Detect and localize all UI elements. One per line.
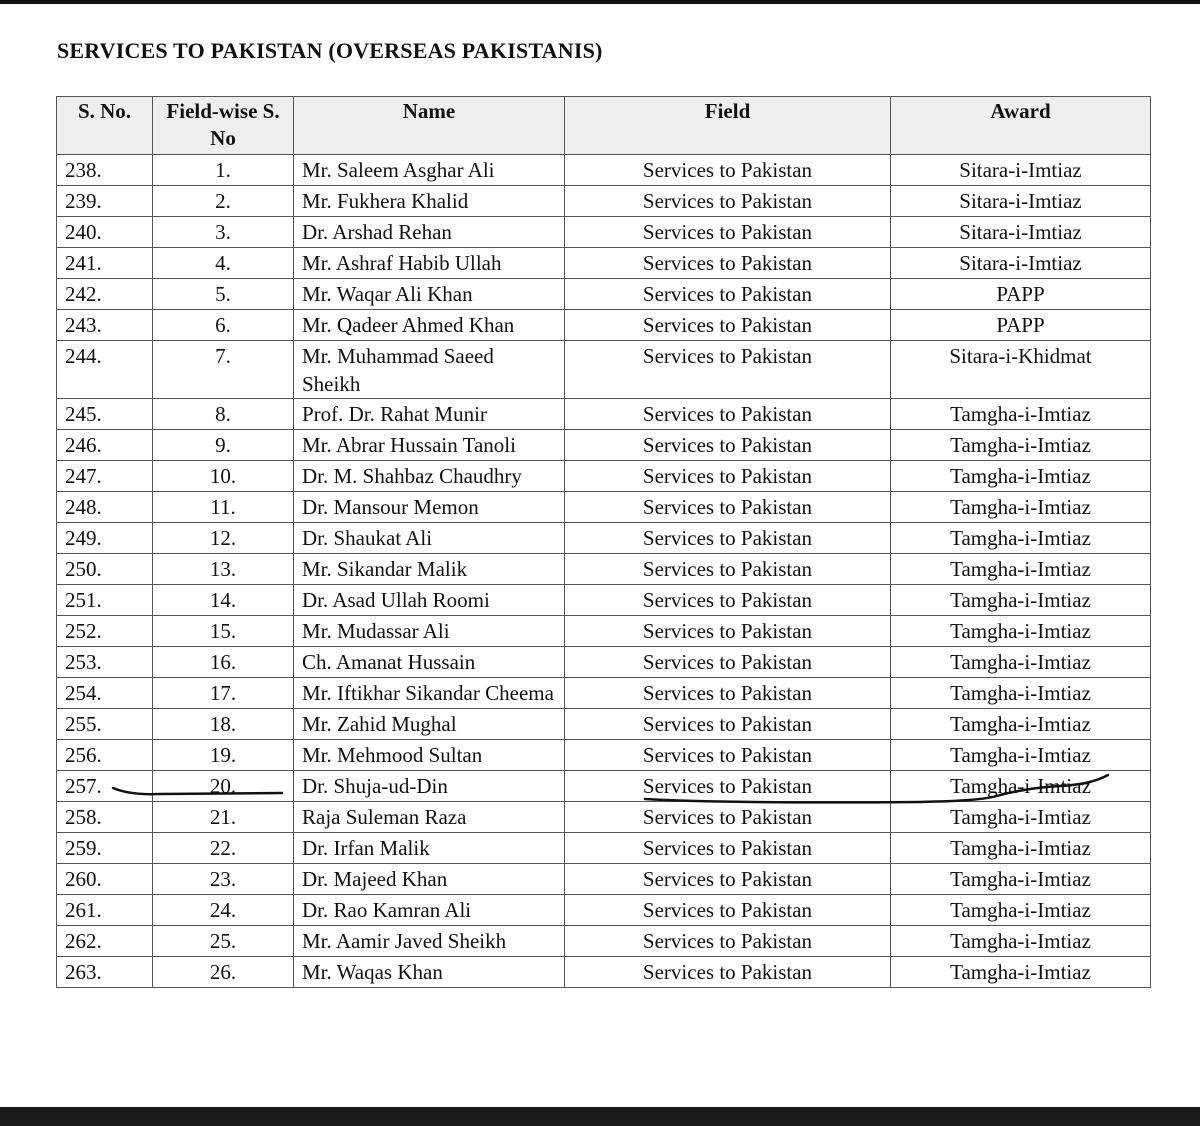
cell-fieldwise-sno: 2. — [153, 186, 294, 217]
cell-name: Mr. Mehmood Sultan — [294, 740, 565, 771]
cell-award: Tamgha-i-Imtiaz — [891, 430, 1151, 461]
table-row — [57, 771, 1151, 802]
cell-sno: 244. — [57, 341, 153, 399]
cell-field: Services to Pakistan — [565, 926, 891, 957]
table-row — [57, 310, 1151, 341]
cell-award: Tamgha-i-Imtiaz — [891, 709, 1151, 740]
cell-name: Mr. Aamir Javed Sheikh — [294, 926, 565, 957]
cell-name: Raja Suleman Raza — [294, 802, 565, 833]
cell-fieldwise-sno: 18. — [153, 709, 294, 740]
cell-field: Services to Pakistan — [565, 647, 891, 678]
cell-name: Prof. Dr. Rahat Munir — [294, 399, 565, 430]
cell-sno: 262. — [57, 926, 153, 957]
cell-name: Dr. Shaukat Ali — [294, 523, 565, 554]
cell-field: Services to Pakistan — [565, 585, 891, 616]
table-row — [57, 217, 1151, 248]
cell-fieldwise-sno: 21. — [153, 802, 294, 833]
cell-field: Services to Pakistan — [565, 740, 891, 771]
cell-name: Dr. Arshad Rehan — [294, 217, 565, 248]
cell-sno: 250. — [57, 554, 153, 585]
table-row — [57, 279, 1151, 310]
cell-field: Services to Pakistan — [565, 833, 891, 864]
cell-field: Services to Pakistan — [565, 802, 891, 833]
cell-award: Tamgha-i-Imtiaz — [891, 461, 1151, 492]
cell-field: Services to Pakistan — [565, 341, 891, 399]
cell-name: Mr. Qadeer Ahmed Khan — [294, 310, 565, 341]
cell-fieldwise-sno: 7. — [153, 341, 294, 399]
cell-fieldwise-sno: 19. — [153, 740, 294, 771]
header-name: Name — [294, 97, 565, 155]
cell-fieldwise-sno: 24. — [153, 895, 294, 926]
cell-field: Services to Pakistan — [565, 430, 891, 461]
cell-sno: 261. — [57, 895, 153, 926]
cell-sno: 248. — [57, 492, 153, 523]
cell-award: Tamgha-i-Imtiaz — [891, 647, 1151, 678]
cell-field: Services to Pakistan — [565, 895, 891, 926]
cell-fieldwise-sno: 16. — [153, 647, 294, 678]
cell-fieldwise-sno: 17. — [153, 678, 294, 709]
cell-fieldwise-sno: 26. — [153, 957, 294, 988]
cell-field: Services to Pakistan — [565, 399, 891, 430]
cell-sno: 241. — [57, 248, 153, 279]
cell-field: Services to Pakistan — [565, 616, 891, 647]
cell-award: Tamgha-i-Imtiaz — [891, 523, 1151, 554]
cell-sno: 238. — [57, 155, 153, 186]
cell-sno: 240. — [57, 217, 153, 248]
table-row — [57, 186, 1151, 217]
cell-field: Services to Pakistan — [565, 155, 891, 186]
bottom-edge — [0, 1107, 1200, 1126]
cell-sno: 254. — [57, 678, 153, 709]
cell-name: Mr. Ashraf Habib Ullah — [294, 248, 565, 279]
cell-sno: 246. — [57, 430, 153, 461]
header-field: Field — [565, 97, 891, 155]
table-row — [57, 492, 1151, 523]
cell-fieldwise-sno: 14. — [153, 585, 294, 616]
cell-field: Services to Pakistan — [565, 248, 891, 279]
table-row — [57, 678, 1151, 709]
cell-award: Sitara-i-Khidmat — [891, 341, 1151, 399]
table-row — [57, 399, 1151, 430]
cell-name: Dr. Rao Kamran Ali — [294, 895, 565, 926]
cell-name: Dr. M. Shahbaz Chaudhry — [294, 461, 565, 492]
cell-name: Mr. Waqar Ali Khan — [294, 279, 565, 310]
cell-sno: 239. — [57, 186, 153, 217]
cell-sno: 245. — [57, 399, 153, 430]
table-row — [57, 740, 1151, 771]
cell-field: Services to Pakistan — [565, 957, 891, 988]
cell-name: Dr. Asad Ullah Roomi — [294, 585, 565, 616]
cell-award: Sitara-i-Imtiaz — [891, 155, 1151, 186]
table-row — [57, 585, 1151, 616]
cell-name: Mr. Zahid Mughal — [294, 709, 565, 740]
cell-fieldwise-sno: 20. — [153, 771, 294, 802]
cell-fieldwise-sno: 13. — [153, 554, 294, 585]
cell-field: Services to Pakistan — [565, 492, 891, 523]
cell-sno: 243. — [57, 310, 153, 341]
cell-sno: 253. — [57, 647, 153, 678]
cell-name: Dr. Mansour Memon — [294, 492, 565, 523]
table-row — [57, 616, 1151, 647]
cell-award: Tamgha-i-Imtiaz — [891, 771, 1151, 802]
cell-field: Services to Pakistan — [565, 864, 891, 895]
table-row — [57, 554, 1151, 585]
table-header-row — [57, 97, 1151, 155]
cell-sno: 252. — [57, 616, 153, 647]
table-row — [57, 523, 1151, 554]
cell-fieldwise-sno: 23. — [153, 864, 294, 895]
cell-award: Tamgha-i-Imtiaz — [891, 554, 1151, 585]
cell-award: Tamgha-i-Imtiaz — [891, 678, 1151, 709]
cell-field: Services to Pakistan — [565, 771, 891, 802]
cell-award: Tamgha-i-Imtiaz — [891, 585, 1151, 616]
cell-name: Mr. Waqas Khan — [294, 957, 565, 988]
cell-sno: 249. — [57, 523, 153, 554]
cell-field: Services to Pakistan — [565, 554, 891, 585]
table-row — [57, 155, 1151, 186]
header-sno: S. No. — [57, 97, 153, 155]
cell-sno: 263. — [57, 957, 153, 988]
cell-name: Mr. Sikandar Malik — [294, 554, 565, 585]
cell-award: Sitara-i-Imtiaz — [891, 186, 1151, 217]
cell-sno: 260. — [57, 864, 153, 895]
cell-fieldwise-sno: 11. — [153, 492, 294, 523]
cell-fieldwise-sno: 1. — [153, 155, 294, 186]
cell-award: Sitara-i-Imtiaz — [891, 217, 1151, 248]
cell-award: Sitara-i-Imtiaz — [891, 248, 1151, 279]
cell-award: PAPP — [891, 279, 1151, 310]
table-row — [57, 341, 1151, 399]
cell-award: Tamgha-i-Imtiaz — [891, 492, 1151, 523]
cell-name: Mr. Abrar Hussain Tanoli — [294, 430, 565, 461]
cell-award: Tamgha-i-Imtiaz — [891, 740, 1151, 771]
cell-award: Tamgha-i-Imtiaz — [891, 833, 1151, 864]
table-row — [57, 957, 1151, 988]
cell-name: Mr. Muhammad Saeed Sheikh — [294, 341, 565, 399]
cell-fieldwise-sno: 10. — [153, 461, 294, 492]
table-row — [57, 430, 1151, 461]
cell-field: Services to Pakistan — [565, 678, 891, 709]
cell-fieldwise-sno: 4. — [153, 248, 294, 279]
cell-sno: 259. — [57, 833, 153, 864]
cell-fieldwise-sno: 15. — [153, 616, 294, 647]
table-row — [57, 864, 1151, 895]
table-row — [57, 802, 1151, 833]
cell-award: Tamgha-i-Imtiaz — [891, 864, 1151, 895]
cell-award: Tamgha-i-Imtiaz — [891, 802, 1151, 833]
cell-name: Dr. Majeed Khan — [294, 864, 565, 895]
table-row — [57, 461, 1151, 492]
cell-field: Services to Pakistan — [565, 186, 891, 217]
table-body — [57, 155, 1151, 988]
cell-fieldwise-sno: 22. — [153, 833, 294, 864]
table-row — [57, 709, 1151, 740]
cell-name: Dr. Shuja-ud-Din — [294, 771, 565, 802]
cell-field: Services to Pakistan — [565, 279, 891, 310]
table-row — [57, 248, 1151, 279]
cell-award: Tamgha-i-Imtiaz — [891, 895, 1151, 926]
cell-fieldwise-sno: 9. — [153, 430, 294, 461]
cell-sno: 256. — [57, 740, 153, 771]
cell-award: Tamgha-i-Imtiaz — [891, 957, 1151, 988]
table-row — [57, 895, 1151, 926]
top-edge — [0, 0, 1200, 4]
cell-field: Services to Pakistan — [565, 709, 891, 740]
cell-fieldwise-sno: 6. — [153, 310, 294, 341]
header-fieldwise-sno: Field-wise S. No — [153, 97, 294, 155]
cell-name: Dr. Irfan Malik — [294, 833, 565, 864]
table-row — [57, 833, 1151, 864]
awards-table — [56, 96, 1151, 988]
cell-sno: 251. — [57, 585, 153, 616]
page-title: SERVICES TO PAKISTAN (OVERSEAS PAKISTANIS) — [57, 38, 603, 63]
cell-field: Services to Pakistan — [565, 217, 891, 248]
cell-fieldwise-sno: 25. — [153, 926, 294, 957]
header-award: Award — [891, 97, 1151, 155]
cell-field: Services to Pakistan — [565, 523, 891, 554]
table-row — [57, 926, 1151, 957]
cell-name: Ch. Amanat Hussain — [294, 647, 565, 678]
cell-award: Tamgha-i-Imtiaz — [891, 926, 1151, 957]
cell-name: Mr. Mudassar Ali — [294, 616, 565, 647]
cell-award: PAPP — [891, 310, 1151, 341]
cell-sno: 258. — [57, 802, 153, 833]
cell-name: Mr. Saleem Asghar Ali — [294, 155, 565, 186]
cell-field: Services to Pakistan — [565, 461, 891, 492]
cell-fieldwise-sno: 8. — [153, 399, 294, 430]
cell-sno: 247. — [57, 461, 153, 492]
cell-fieldwise-sno: 5. — [153, 279, 294, 310]
table-row — [57, 647, 1151, 678]
cell-sno: 242. — [57, 279, 153, 310]
cell-award: Tamgha-i-Imtiaz — [891, 616, 1151, 647]
cell-field: Services to Pakistan — [565, 310, 891, 341]
cell-sno: 255. — [57, 709, 153, 740]
cell-fieldwise-sno: 12. — [153, 523, 294, 554]
cell-name: Mr. Iftikhar Sikandar Cheema — [294, 678, 565, 709]
cell-fieldwise-sno: 3. — [153, 217, 294, 248]
cell-name: Mr. Fukhera Khalid — [294, 186, 565, 217]
cell-award: Tamgha-i-Imtiaz — [891, 399, 1151, 430]
cell-sno: 257. — [57, 771, 153, 802]
